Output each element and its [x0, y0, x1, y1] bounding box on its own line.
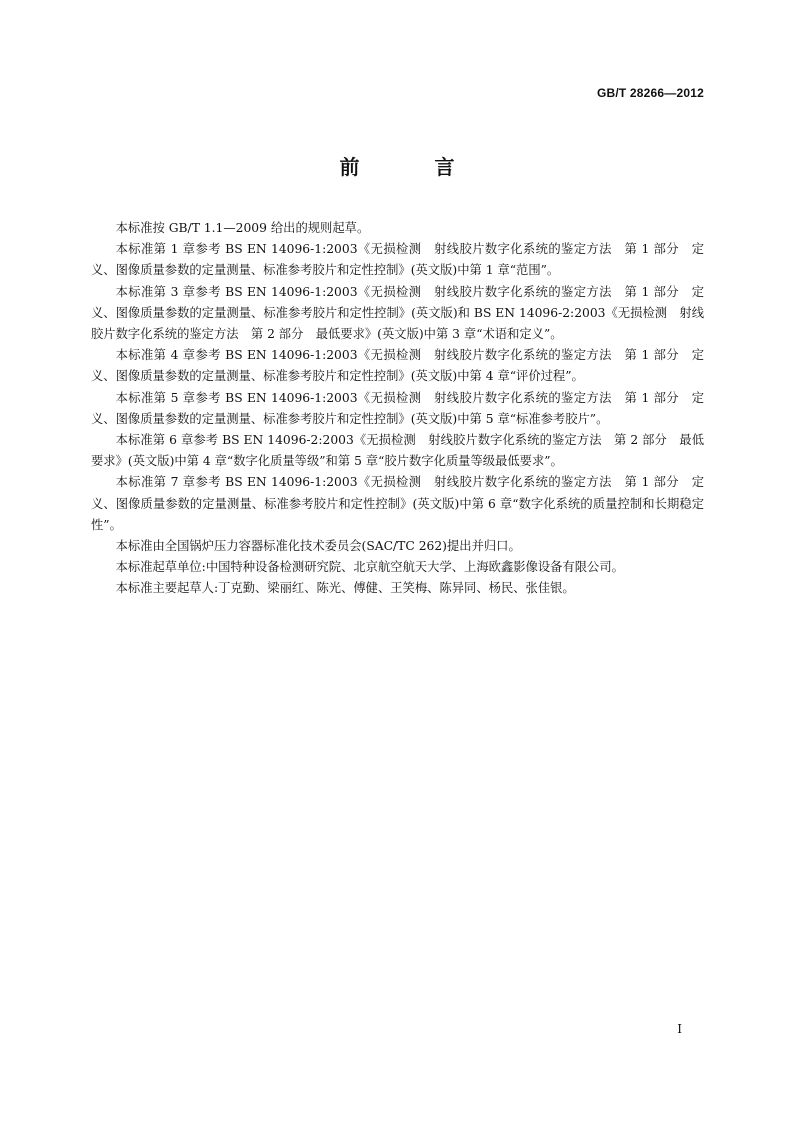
paragraph-drafting-units: 本标准起草单位:中国特种设备检测研究院、北京航空航天大学、上海欧鑫影像设备有限公司。 — [115, 560, 624, 575]
paragraph-chapter-3: 本标准第 3 章参考 BS EN 14096-1:2003《无损检测 射线胶片数字化系统的鉴定方法 第 1 部分 定义、图像质量参数的定量测量、标准参考胶片和定性控制》(英文版)和 BS EN 14096-2:2003《无损检测 射线胶片数字化系统的鉴定方法 第 2 部分 最低要求》(英文版)中第 3 章“术语和定义”。 — [91, 284, 704, 342]
paragraph-drafters: 本标准主要起草人:丁克勤、梁丽红、陈光、傅健、王笑梅、陈异同、杨民、张佳银。 — [115, 581, 575, 596]
paragraph-chapter-5: 本标准第 5 章参考 BS EN 14096-1:2003《无损检测 射线胶片数字化系统的鉴定方法 第 1 部分 定义、图像质量参数的定量测量、标准参考胶片和定性控制》(英文版)中第 5 章“标准参考胶片”。 — [91, 390, 704, 426]
paragraph-drafting-rules: 本标准按 GB/T 1.1—2009 给出的规则起草。 — [115, 221, 370, 235]
page-title: 前 言 — [339, 155, 489, 179]
standard-number: GB/T 28266—2012 — [596, 86, 704, 100]
page-number: I — [677, 1022, 682, 1036]
foreword-body — [91, 218, 704, 600]
paragraph-chapter-7: 本标准第 7 章参考 BS EN 14096-1:2003《无损检测 射线胶片数字化系统的鉴定方法 第 1 部分 定义、图像质量参数的定量测量、标准参考胶片和定性控制》(英文版)中第 6 章“数字化系统的质量控制和长期稳定性”。 — [91, 475, 704, 532]
paragraph-chapter-1: 本标准第 1 章参考 BS EN 14096-1:2003《无损检测 射线胶片数字化系统的鉴定方法 第 1 部分 定义、图像质量参数的定量测量、标准参考胶片和定性控制》(英文版)中第 1 章“范围”。 — [91, 242, 704, 278]
paragraph-chapter-6: 本标准第 6 章参考 BS EN 14096-2:2003《无损检测 射线胶片数字化系统的鉴定方法 第 2 部分 最低要求》(英文版)中第 4 章“数字化质量等级”和第 5 章“胶片数字化质量等级最低要求”。 — [91, 433, 704, 469]
paragraph-committee: 本标准由全国锅炉压力容器标准化技术委员会(SAC/TC 262)提出并归口。 — [115, 539, 521, 554]
paragraph-chapter-4: 本标准第 4 章参考 BS EN 14096-1:2003《无损检测 射线胶片数字化系统的鉴定方法 第 1 部分 定义、图像质量参数的定量测量、标准参考胶片和定性控制》(英文版)中第 4 章“评价过程”。 — [91, 348, 704, 384]
